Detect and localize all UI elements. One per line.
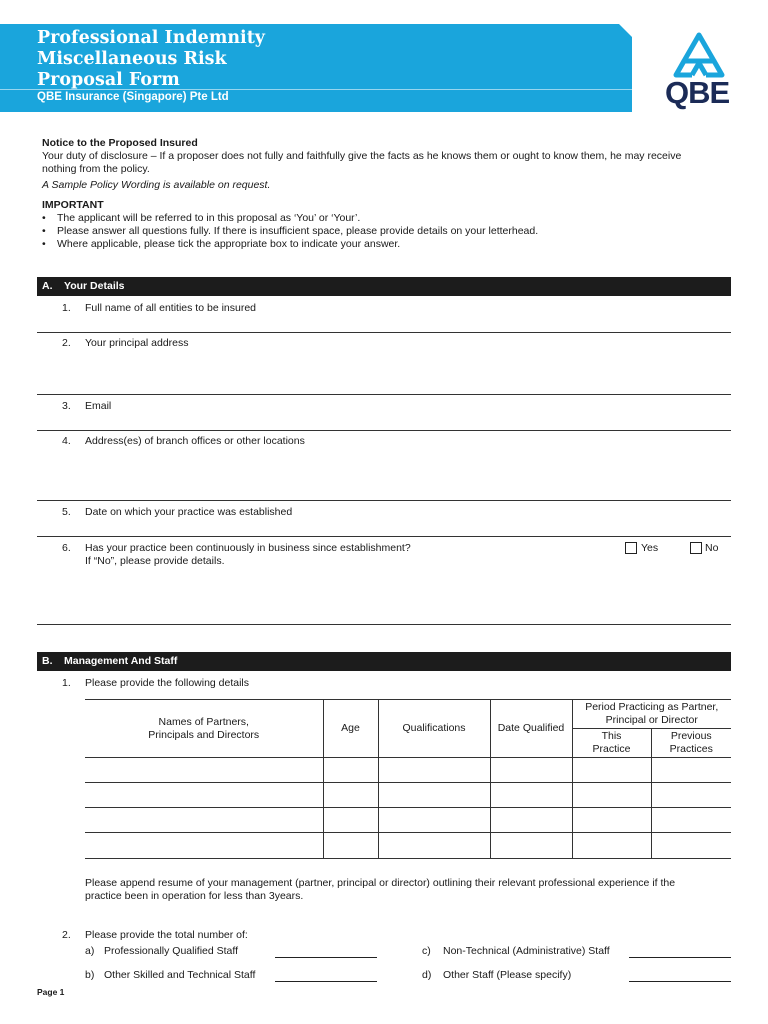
table-cell[interactable]	[490, 758, 572, 783]
table-row	[85, 758, 731, 783]
table-cell[interactable]	[651, 758, 731, 783]
q-a4-answer-line[interactable]	[37, 500, 731, 501]
bullet-icon: •	[42, 225, 46, 237]
notice-text-line-1: Your duty of disclosure – If a proposer does not fully and faithfully give the facts as he knows them or ought to know them, he may receive	[42, 150, 682, 162]
section-b-letter: B.	[42, 655, 53, 667]
q-b2-a-letter: a)	[85, 945, 95, 957]
header-this-line-2: Practice	[592, 743, 631, 755]
q-a1-number: 1.	[62, 302, 71, 314]
table-cell[interactable]	[323, 808, 378, 833]
qbe-logo-text: QBE	[665, 75, 730, 110]
header-period	[572, 700, 731, 729]
admin-staff-input[interactable]	[629, 957, 731, 958]
table-cell[interactable]	[85, 808, 323, 833]
yes-checkbox-label: Yes	[641, 542, 659, 554]
q-a1-answer-line[interactable]	[37, 332, 731, 333]
table-cell[interactable]	[490, 833, 572, 859]
header-this-line-1: This	[601, 730, 622, 742]
q-a3-label: Email	[85, 400, 112, 412]
resume-note-line-1: Please append resume of your management (partner, principal or director) outlining their relevant professional experience if the	[85, 877, 676, 889]
q-b1-number: 1.	[62, 677, 71, 689]
no-checkbox[interactable]	[690, 542, 702, 554]
header-prev-line-2: Practices	[669, 743, 713, 755]
page-number: Page 1	[37, 987, 65, 997]
q-a6-sublabel: If “No”, please provide details.	[85, 555, 225, 567]
table-cell[interactable]	[572, 833, 651, 859]
q-a6-answer-line[interactable]	[37, 624, 731, 625]
table-cell[interactable]	[378, 808, 490, 833]
staff-details-table	[85, 699, 731, 859]
form-title	[37, 28, 265, 91]
header-names-line-2: Principals and Directors	[148, 728, 260, 741]
table-cell[interactable]	[323, 758, 378, 783]
q-b2-c-label: Non-Technical (Administrative) Staff	[443, 945, 610, 957]
header-period-line-1: Period Practicing as Partner,	[585, 701, 719, 713]
technical-staff-input[interactable]	[275, 981, 377, 982]
table-cell[interactable]	[651, 808, 731, 833]
header-previous-practices	[651, 729, 731, 758]
table-cell[interactable]	[378, 783, 490, 808]
table-row	[85, 783, 731, 808]
important-item-2: Please answer all questions fully. If there is insufficient space, please provide details on your letterhead.	[57, 225, 539, 237]
q-a6-label: Has your practice been continuously in business since establishment?	[85, 542, 411, 554]
q-a5-answer-line[interactable]	[37, 536, 731, 537]
company-name: QBE Insurance (Singapore) Pte Ltd	[37, 91, 229, 103]
q-a5-number: 5.	[62, 506, 71, 518]
other-staff-input[interactable]	[629, 981, 731, 982]
table-cell[interactable]	[651, 833, 731, 859]
q-a4-label: Address(es) of branch offices or other locations	[85, 435, 305, 447]
form-title-line-1: Professional Indemnity	[37, 28, 265, 48]
table-cell[interactable]	[572, 758, 651, 783]
qualified-staff-input[interactable]	[275, 957, 377, 958]
notice-text-line-2: nothing from the policy.	[42, 163, 150, 175]
header-names	[85, 700, 323, 758]
section-a-title: Your Details	[64, 280, 125, 292]
q-b2-label: Please provide the total number of:	[85, 929, 248, 941]
q-a1-label: Full name of all entities to be insured	[85, 302, 257, 314]
important-item-1: The applicant will be referred to in this proposal as ‘You’ or ‘Your’.	[57, 212, 361, 224]
q-b2-d-letter: d)	[422, 969, 432, 981]
table-cell[interactable]	[85, 783, 323, 808]
table-cell[interactable]	[490, 808, 572, 833]
header-age: Age	[323, 700, 378, 758]
important-heading: IMPORTANT	[42, 199, 104, 211]
no-checkbox-label: No	[705, 542, 719, 554]
table-cell[interactable]	[651, 783, 731, 808]
q-b2-b-letter: b)	[85, 969, 95, 981]
table-cell[interactable]	[572, 783, 651, 808]
header-names-line-1: Names of Partners,	[158, 715, 249, 728]
q-a2-answer-line[interactable]	[37, 394, 731, 395]
table-cell[interactable]	[378, 758, 490, 783]
table-row	[85, 808, 731, 833]
q-a3-answer-line[interactable]	[37, 430, 731, 431]
q-b2-a-label: Professionally Qualified Staff	[104, 945, 239, 957]
q-b2-d-label: Other Staff (Please specify)	[443, 969, 572, 981]
form-title-line-2: Miscellaneous Risk	[37, 49, 227, 69]
q-a3-number: 3.	[62, 400, 71, 412]
table-cell[interactable]	[323, 783, 378, 808]
table-cell[interactable]	[85, 833, 323, 859]
table-cell[interactable]	[490, 783, 572, 808]
header-this-practice	[572, 729, 651, 758]
section-a-letter: A.	[42, 280, 53, 292]
table-cell[interactable]	[378, 833, 490, 859]
q-a2-label: Your principal address	[85, 337, 189, 349]
q-a4-number: 4.	[62, 435, 71, 447]
table-cell[interactable]	[572, 808, 651, 833]
header-qualifications: Qualifications	[378, 700, 490, 758]
q-a2-number: 2.	[62, 337, 71, 349]
q-b2-number: 2.	[62, 929, 71, 941]
section-b-title: Management And Staff	[64, 655, 178, 667]
section-a-header	[37, 277, 731, 296]
table-cell[interactable]	[85, 758, 323, 783]
resume-note-line-2: practice been in operation for less than 3years.	[85, 890, 304, 902]
q-b1-label: Please provide the following details	[85, 677, 250, 689]
q-b2-c-letter: c)	[422, 945, 431, 957]
q-a5-label: Date on which your practice was established	[85, 506, 293, 518]
table-cell[interactable]	[323, 833, 378, 859]
important-item-3: Where applicable, please tick the appropriate box to indicate your answer.	[57, 238, 401, 250]
bullet-icon: •	[42, 238, 46, 250]
yes-checkbox[interactable]	[625, 542, 637, 554]
header-date-qualified: Date Qualified	[490, 700, 572, 758]
header-prev-line-1: Previous	[670, 730, 712, 742]
bullet-icon: •	[42, 212, 46, 224]
notice-heading: Notice to the Proposed Insured	[42, 137, 198, 149]
table-row	[85, 833, 731, 859]
header-period-line-2: Principal or Director	[605, 714, 698, 726]
q-a6-number: 6.	[62, 542, 71, 554]
section-b-header	[37, 652, 731, 671]
form-title-line-3: Proposal Form	[37, 70, 180, 90]
q-b2-b-label: Other Skilled and Technical Staff	[104, 969, 256, 981]
sample-policy-note: A Sample Policy Wording is available on request.	[42, 179, 271, 191]
